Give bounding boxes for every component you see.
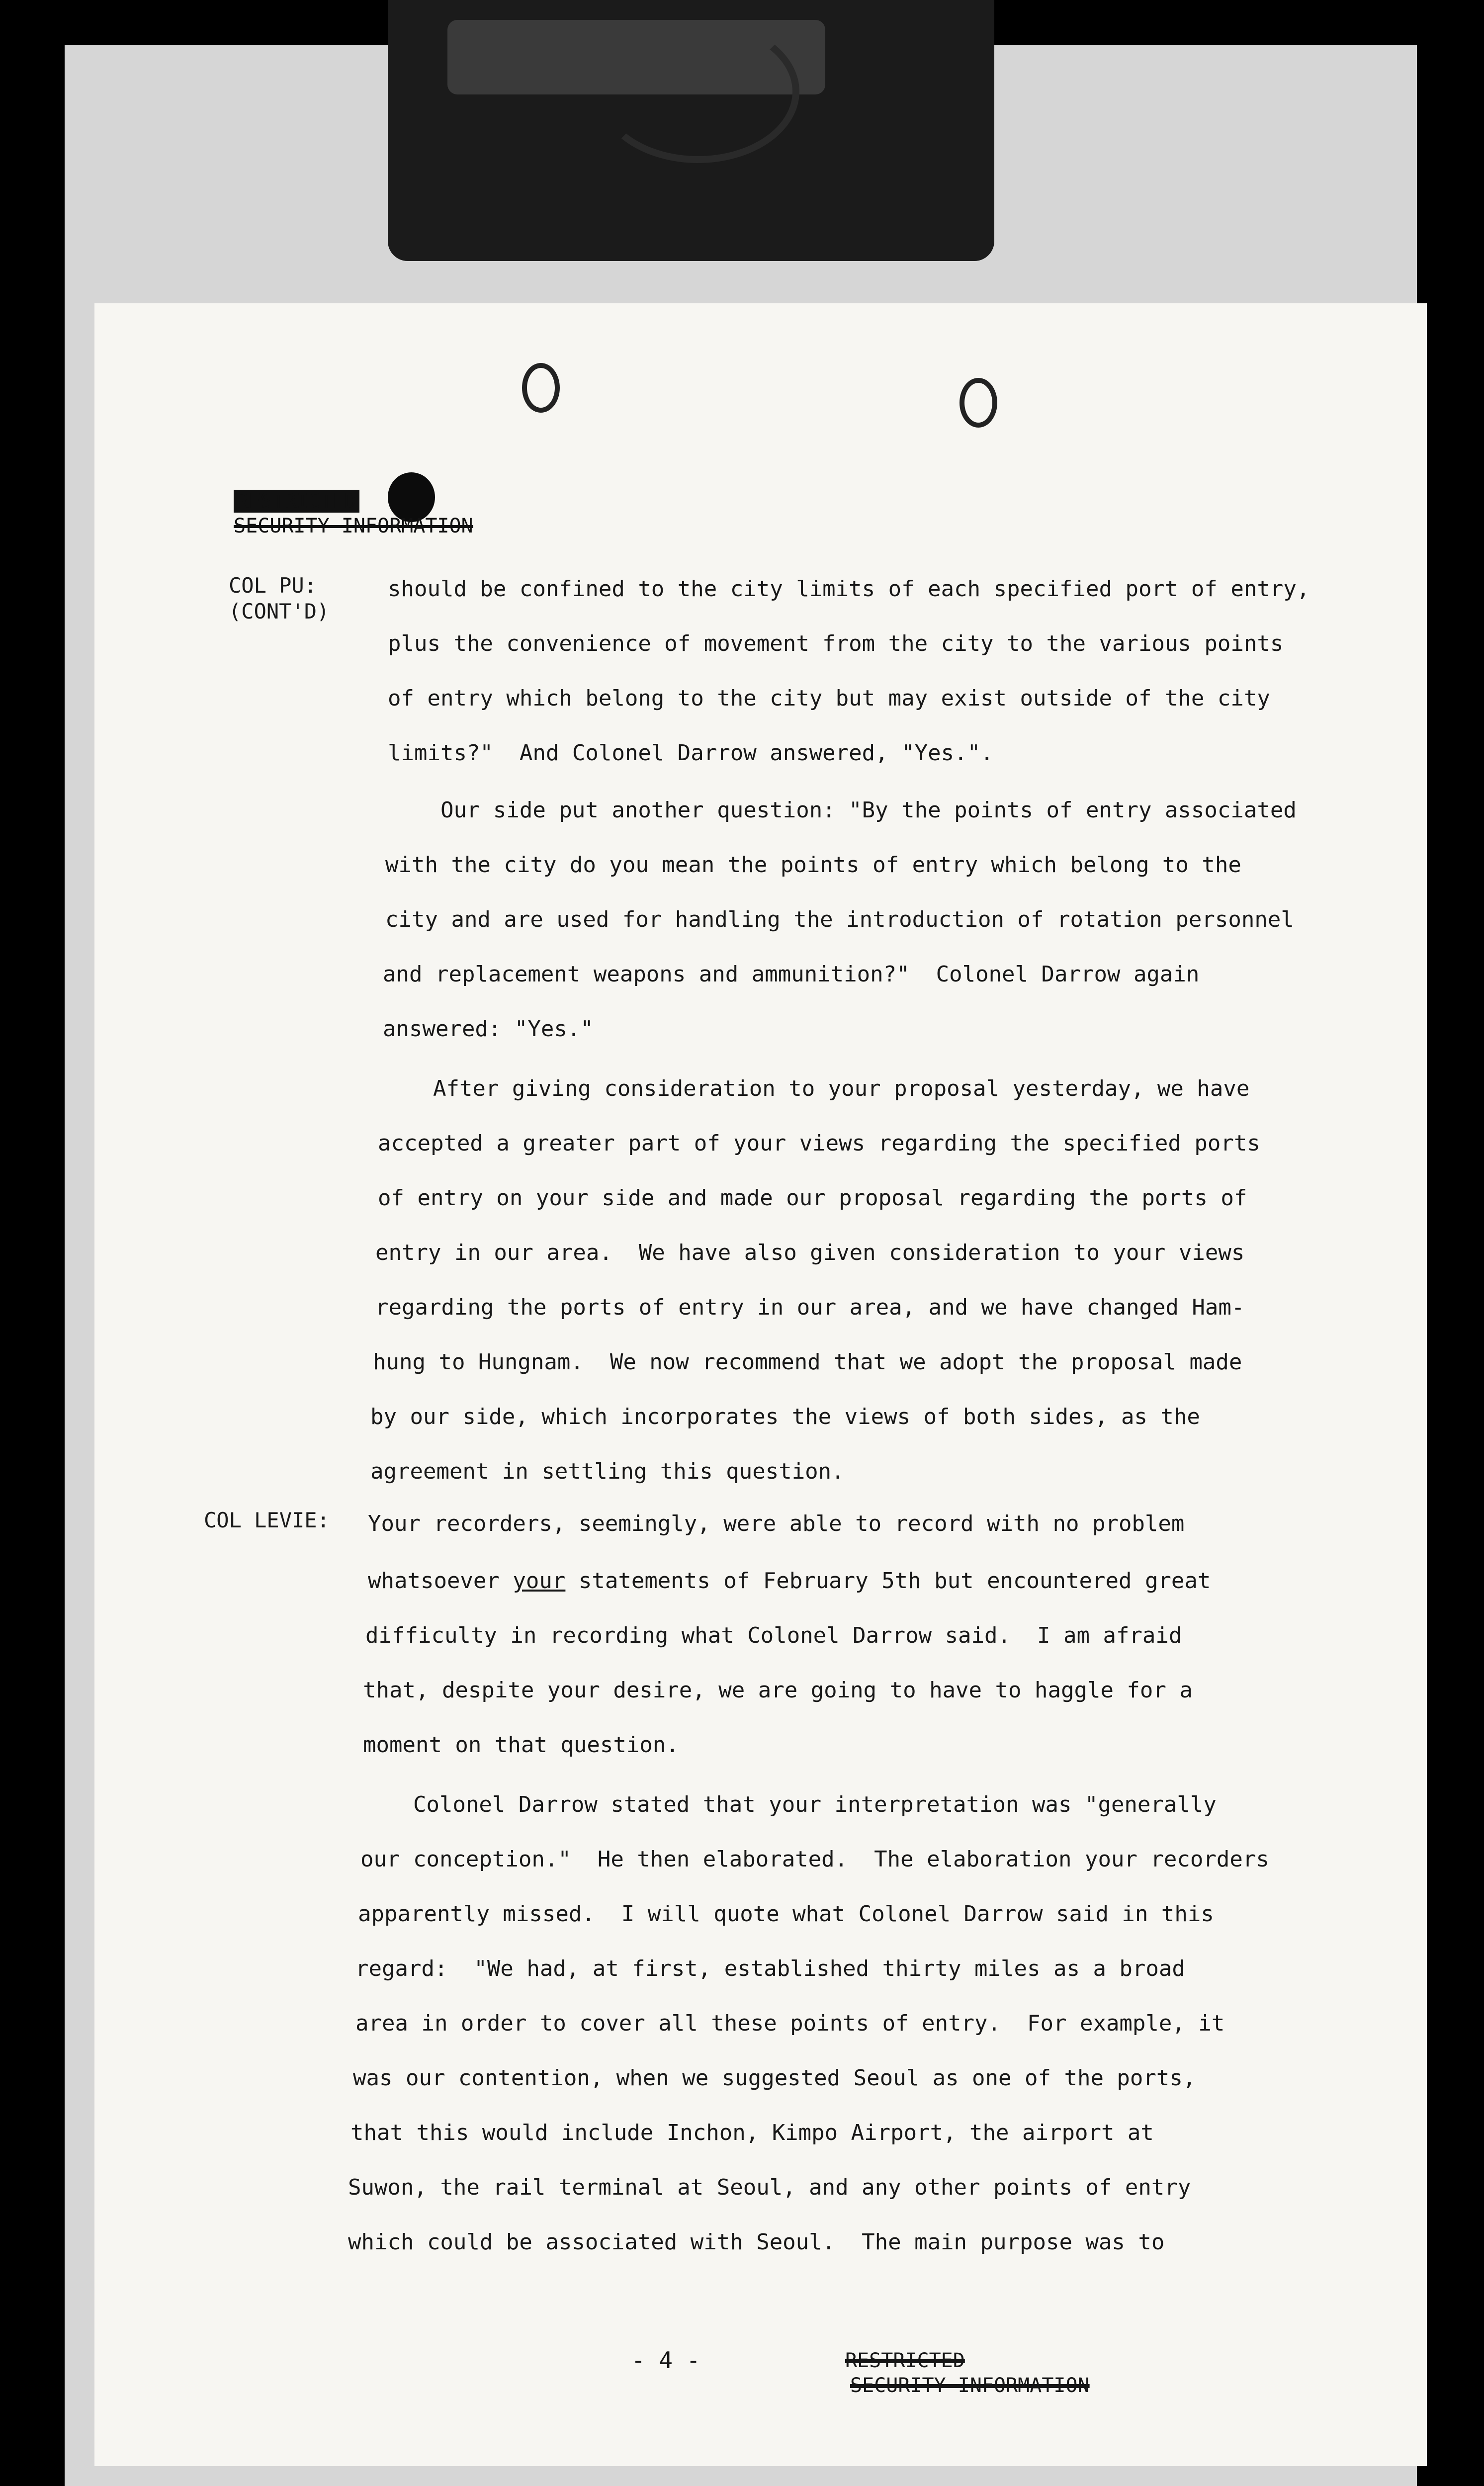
text-line: agreement in settling this question.	[370, 1459, 845, 1484]
header-classification-1: RESTRICTED	[234, 490, 359, 513]
text-line: Our side put another question: "By the points of entry associated	[388, 798, 1297, 823]
footer-classification-1: RESTRICTED	[845, 2349, 965, 2372]
footer-classification-2: SECURITY INFORMATION	[850, 2374, 1090, 2397]
text-line: moment on that question.	[363, 1732, 679, 1758]
page-number: - 4 -	[631, 2347, 700, 2374]
text-line: by our side, which incorporates the views of both sides, as the	[370, 1404, 1200, 1429]
text-line: area in order to cover all these points of entry. For example, it	[355, 2011, 1225, 2036]
text-line: should be confined to the city limits of each specified port of entry,	[388, 576, 1310, 602]
text-line: of entry on your side and made our proposal regarding the ports of	[378, 1185, 1247, 1211]
text-line: limits?" And Colonel Darrow answered, "Yes.".	[388, 740, 994, 766]
text-line: and replacement weapons and ammunition?" Colonel Darrow again	[383, 962, 1200, 987]
speaker-col-pu: COL PU:	[229, 573, 317, 598]
text-line: apparently missed. I will quote what Colonel Darrow said in this	[358, 1901, 1214, 1927]
text-line: that this would include Inchon, Kimpo Airport, the airport at	[350, 2120, 1154, 2145]
text-line: difficulty in recording what Colonel Darrow said. I am afraid	[365, 1623, 1182, 1648]
punch-hole	[522, 363, 560, 413]
text-line: After giving consideration to your proposal yesterday, we have	[380, 1076, 1250, 1101]
speaker-col-levie: COL LEVIE:	[204, 1508, 330, 1532]
text-line: Your recorders, seemingly, were able to record with no problem	[368, 1511, 1185, 1536]
text-line: regard: "We had, at first, established thirty miles as a broad	[355, 1956, 1185, 1981]
text-line: Colonel Darrow stated that your interpretation was "generally	[360, 1792, 1217, 1817]
text-line: answered: "Yes."	[383, 1016, 594, 1042]
text-line: Suwon, the rail terminal at Seoul, and any other points of entry	[348, 2175, 1191, 2200]
text-line: of entry which belong to the city but may exist outside of the city	[388, 686, 1270, 711]
text-line: was our contention, when we suggested Seoul as one of the ports,	[353, 2065, 1196, 2091]
text-line: our conception." He then elaborated. The elaboration your recorders	[360, 1847, 1269, 1872]
text-line: plus the convenience of movement from the city to the various points	[388, 631, 1284, 656]
clip-wire	[597, 20, 799, 163]
text-line: which could be associated with Seoul. The main purpose was to	[348, 2229, 1165, 2255]
punch-hole	[960, 378, 997, 428]
underlined-word: your	[513, 1568, 566, 1594]
text-line: entry in our area. We have also given consideration to your views	[375, 1240, 1245, 1265]
text-line: city and are used for handling the introduction of rotation personnel	[385, 907, 1294, 932]
text-line: with the city do you mean the points of entry which belong to the	[385, 852, 1241, 878]
header-classification-2: SECURITY INFORMATION	[234, 515, 473, 537]
speaker-continued: (CONT'D)	[229, 599, 330, 623]
text-line: hung to Hungnam. We now recommend that we adopt the proposal made	[373, 1349, 1242, 1375]
text-line: that, despite your desire, we are going to have to haggle for a	[363, 1678, 1193, 1703]
binder-clip	[388, 0, 994, 261]
text-line: regarding the ports of entry in our area, and we have changed Ham-	[375, 1295, 1245, 1320]
text-line: accepted a greater part of your views regarding the specified ports	[378, 1131, 1260, 1156]
text-line: whatsoever your statements of February 5th but encountered great	[368, 1568, 1211, 1594]
